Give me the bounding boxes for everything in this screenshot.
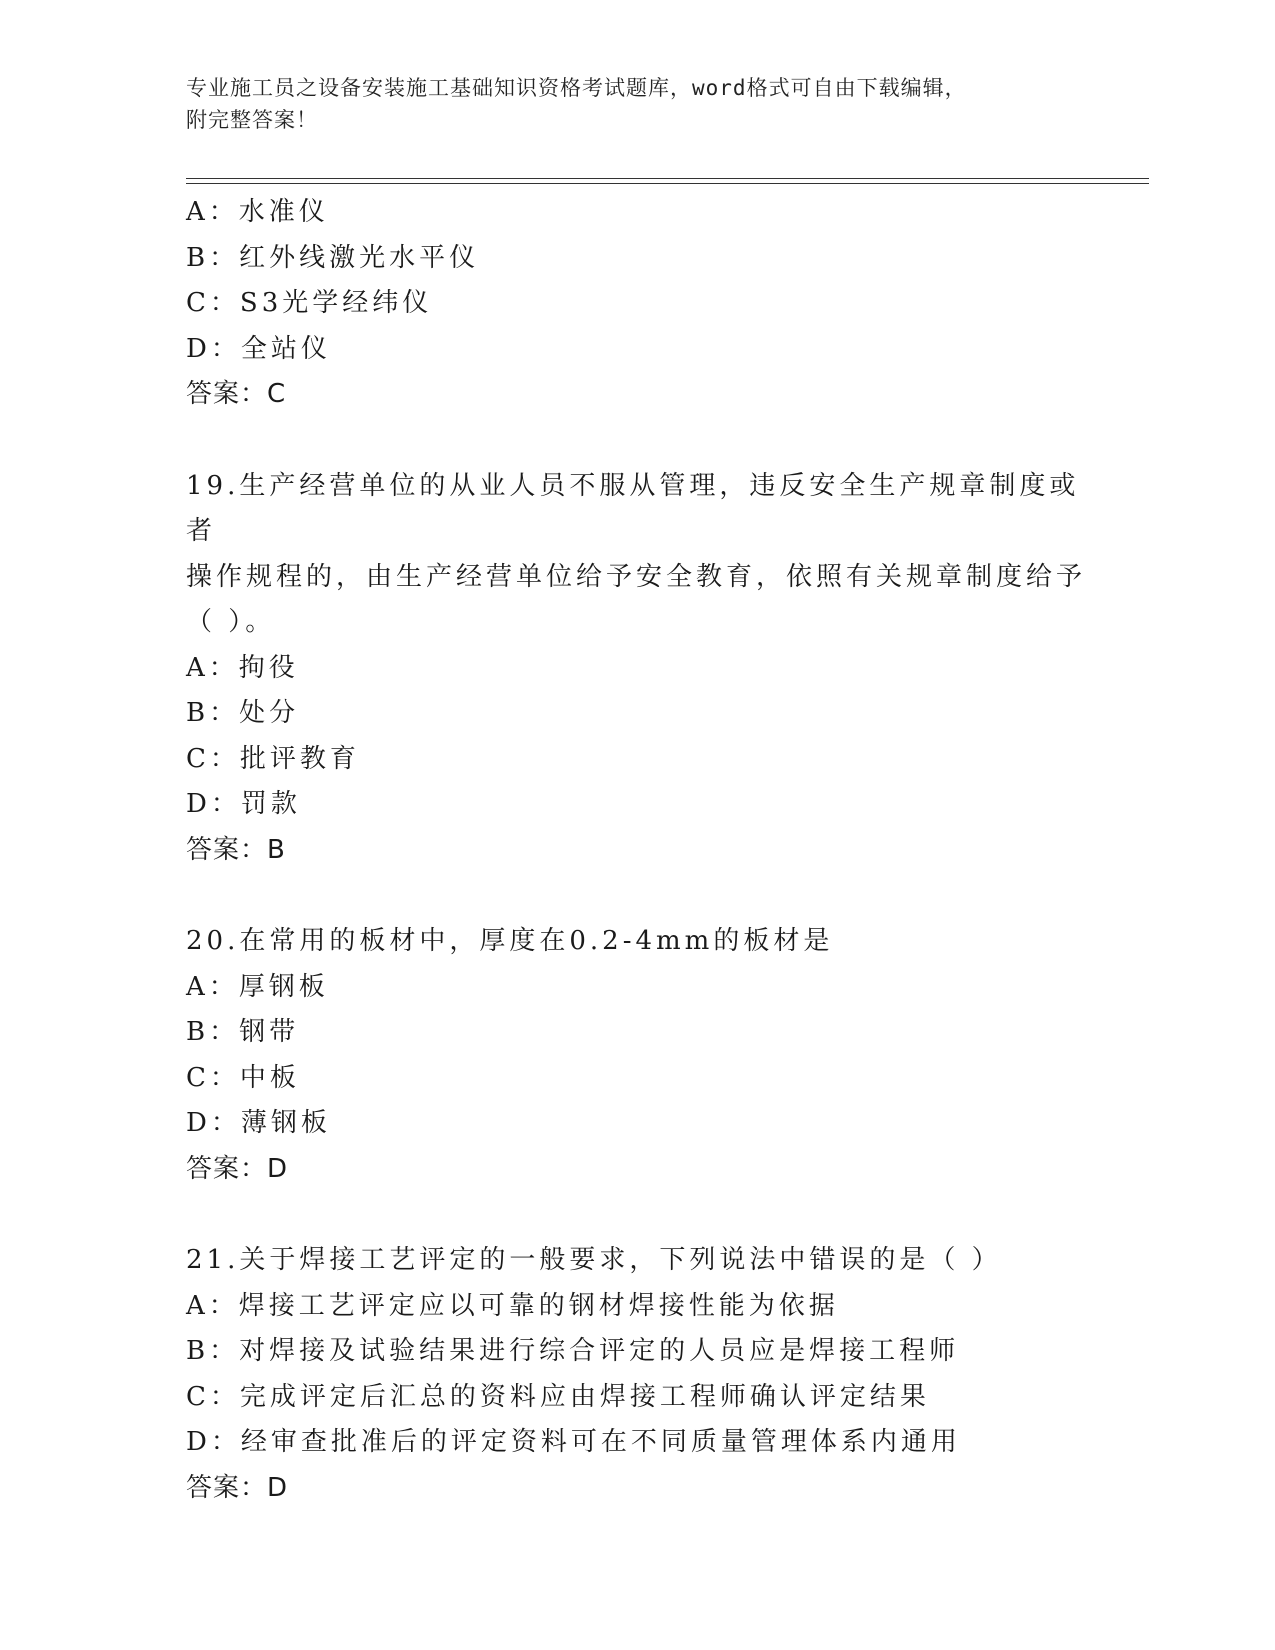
option-d: D：薄钢板 xyxy=(186,1108,331,1138)
option-b: B：处分 xyxy=(186,698,300,728)
question-text-line: 21.关于焊接工艺评定的一般要求，下列说法中错误的是（ ） xyxy=(186,1245,1002,1275)
option-a: A：水准仪 xyxy=(186,197,329,227)
question-20 xyxy=(186,919,1086,1192)
answer-line: 答案：C xyxy=(186,379,287,409)
option-a: A：厚钢板 xyxy=(186,971,329,1002)
option-b: B：红外线激光水平仪 xyxy=(186,242,480,273)
header-line-2: 附完整答案！ xyxy=(186,108,318,132)
header-divider xyxy=(186,178,1149,184)
question-text-line: （ ）。 xyxy=(186,607,276,637)
question-19 xyxy=(186,464,1086,874)
header-line-1: 专业施工员之设备安装施工基础知识资格考试题库，word格式可自由下载编辑， xyxy=(186,76,967,100)
answer-line: 答案：D xyxy=(186,1472,289,1503)
option-c: C：批评教育 xyxy=(186,743,360,774)
option-c: C：S3光学经纬仪 xyxy=(186,288,433,318)
option-b: B：对焊接及试验结果进行综合评定的人员应是焊接工程师 xyxy=(186,1336,960,1366)
question-18 xyxy=(186,190,1086,418)
question-text-line: 20.在常用的板材中，厚度在0.2-4mm的板材是 xyxy=(186,926,834,956)
spacer xyxy=(186,1192,1086,1238)
document-header xyxy=(186,72,1066,136)
option-b: B：钢带 xyxy=(186,1017,300,1047)
option-a: A：焊接工艺评定应以可靠的钢材焊接性能为依据 xyxy=(186,1290,839,1321)
question-text-line: 操作规程的，由生产经营单位给予安全教育，依照有关规章制度给予 xyxy=(186,561,1087,592)
option-d: D：经审查批准后的评定资料可在不同质量管理体系内通用 xyxy=(186,1427,961,1457)
option-a: A：拘役 xyxy=(186,652,299,683)
option-d: D：罚款 xyxy=(186,789,301,819)
spacer xyxy=(186,418,1086,464)
question-list xyxy=(186,190,1086,1511)
answer-line: 答案：B xyxy=(186,834,286,865)
option-c: C：中板 xyxy=(186,1062,300,1093)
option-c: C：完成评定后汇总的资料应由焊接工程师确认评定结果 xyxy=(186,1381,930,1412)
answer-line: 答案：D xyxy=(186,1153,289,1184)
spacer xyxy=(186,873,1086,919)
option-d: D：全站仪 xyxy=(186,333,331,364)
question-21 xyxy=(186,1238,1086,1511)
question-text-line: 19.生产经营单位的从业人员不服从管理，违反安全生产规章制度或者 xyxy=(186,470,1080,546)
